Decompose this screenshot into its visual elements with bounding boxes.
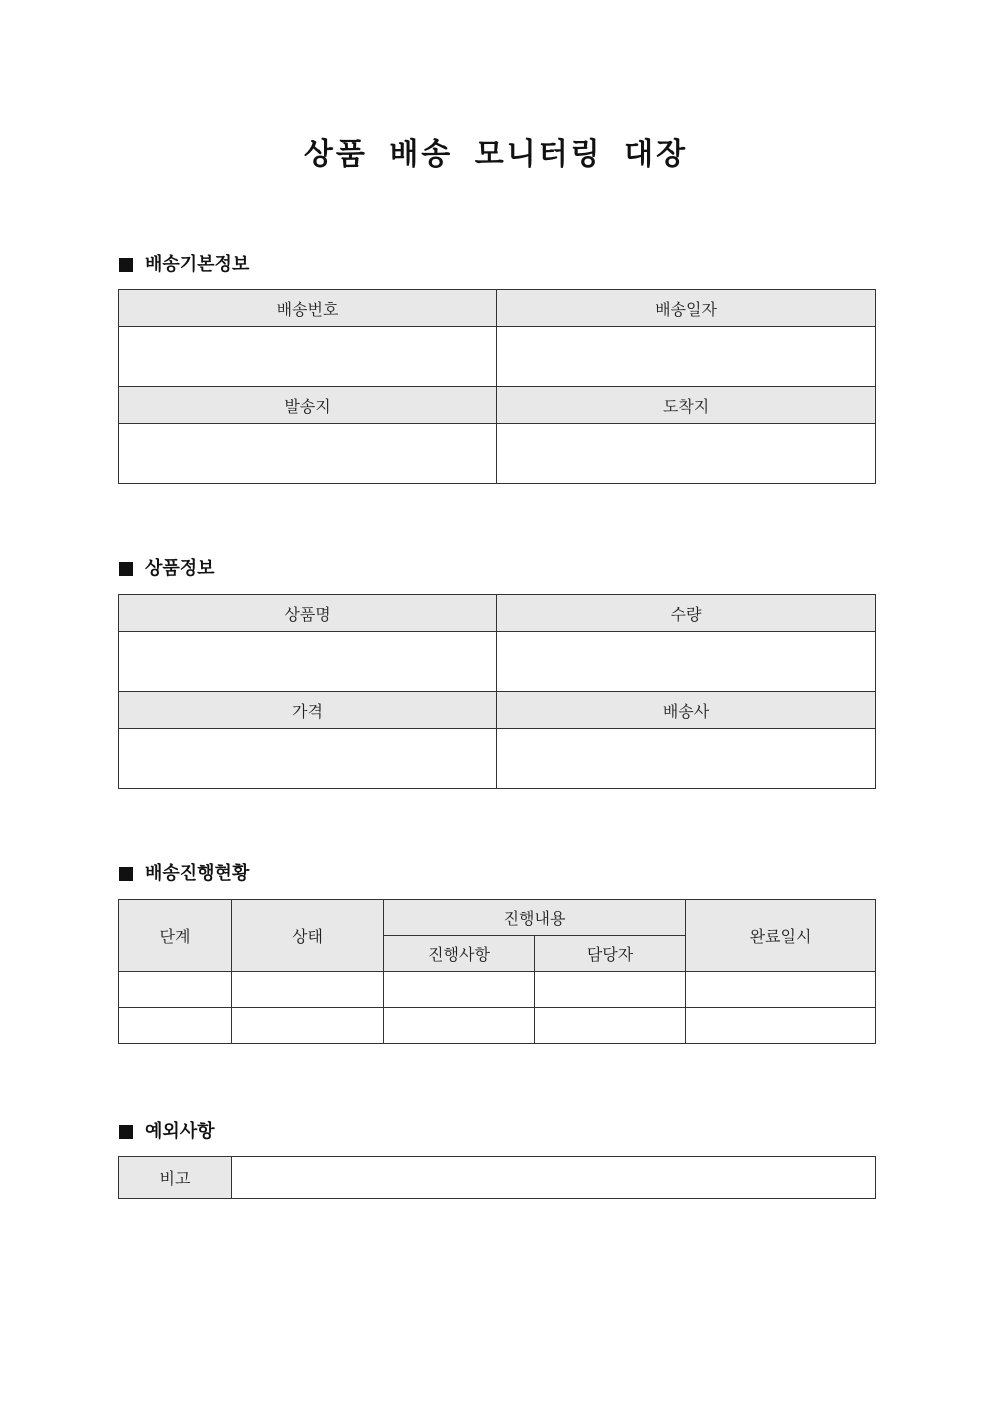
completed-at-cell[interactable]	[686, 1008, 876, 1044]
exceptions-table	[118, 1156, 876, 1199]
section-heading-progress	[119, 862, 249, 886]
section-heading-label: 배송기본정보	[145, 254, 250, 275]
page-title: 상품 배송 모니터링 대장	[303, 137, 689, 172]
carrier-field[interactable]	[497, 729, 876, 789]
section-heading-label: 예외사항	[145, 1121, 215, 1142]
completed-at-cell[interactable]	[686, 972, 876, 1008]
delivery-date-field[interactable]	[497, 327, 876, 387]
progress-item-cell[interactable]	[384, 972, 535, 1008]
stage-cell[interactable]	[119, 1008, 232, 1044]
progress-table	[118, 899, 876, 1044]
person-in-charge-column-header: 담당자	[535, 936, 686, 972]
status-column-header: 상태	[232, 900, 384, 972]
quantity-field[interactable]	[497, 632, 876, 692]
delivery-number-field[interactable]	[119, 327, 497, 387]
status-cell[interactable]	[232, 972, 384, 1008]
progress-item-cell[interactable]	[384, 1008, 535, 1044]
stage-column-header: 단계	[119, 900, 232, 972]
product-name-label: 상품명	[119, 595, 497, 632]
product-name-field[interactable]	[119, 632, 497, 692]
origin-field[interactable]	[119, 424, 497, 484]
destination-field[interactable]	[497, 424, 876, 484]
square-bullet-icon	[119, 867, 133, 881]
destination-label: 도착지	[497, 387, 876, 424]
remarks-field[interactable]	[232, 1157, 876, 1199]
stage-cell[interactable]	[119, 972, 232, 1008]
person-in-charge-cell[interactable]	[535, 972, 686, 1008]
section-heading-exceptions	[119, 1120, 215, 1144]
section-heading-label: 배송진행현황	[145, 863, 250, 884]
delivery-number-label: 배송번호	[119, 290, 497, 327]
quantity-label: 수량	[497, 595, 876, 632]
square-bullet-icon	[119, 1125, 133, 1139]
table-row	[119, 972, 876, 1008]
progress-item-column-header: 진행사항	[384, 936, 535, 972]
table-row	[119, 1008, 876, 1044]
completed-at-column-header: 완료일시	[686, 900, 876, 972]
price-field[interactable]	[119, 729, 497, 789]
origin-label: 발송지	[119, 387, 497, 424]
section-heading-label: 상품정보	[145, 558, 215, 579]
section-heading-basic-info	[119, 253, 249, 277]
progress-content-column-header: 진행내용	[384, 900, 686, 936]
square-bullet-icon	[119, 562, 133, 576]
product-info-table	[118, 594, 876, 789]
basic-info-table	[118, 289, 876, 484]
square-bullet-icon	[119, 258, 133, 272]
remarks-label: 비고	[119, 1157, 232, 1199]
section-heading-product-info	[119, 557, 215, 581]
carrier-label: 배송사	[497, 692, 876, 729]
price-label: 가격	[119, 692, 497, 729]
status-cell[interactable]	[232, 1008, 384, 1044]
person-in-charge-cell[interactable]	[535, 1008, 686, 1044]
delivery-date-label: 배송일자	[497, 290, 876, 327]
